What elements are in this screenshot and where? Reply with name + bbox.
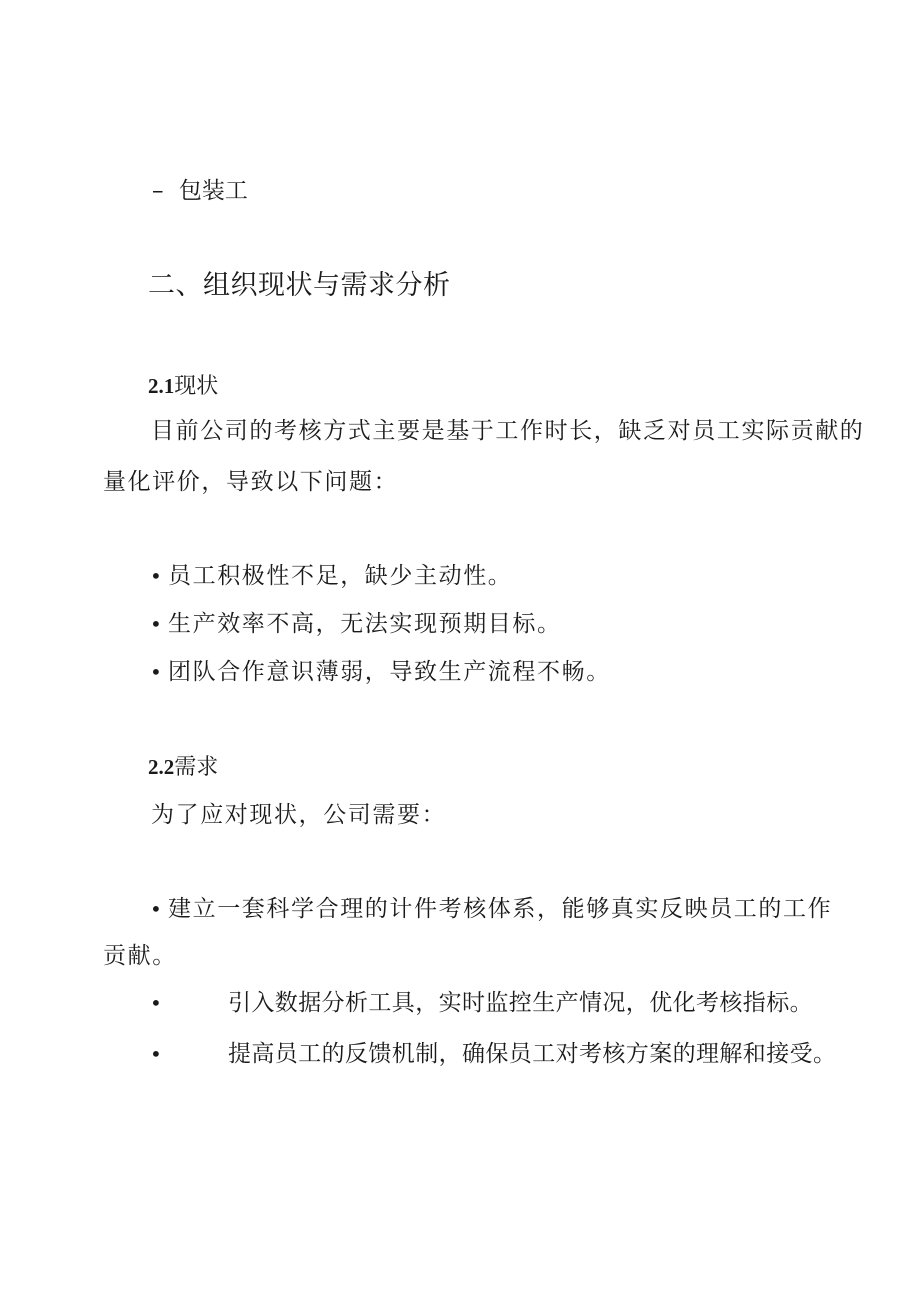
status-bullet-2 bbox=[150, 609, 562, 639]
bullet-icon: • bbox=[150, 564, 164, 588]
bullet-text: 团队合作意识薄弱，导致生产流程不畅。 bbox=[168, 659, 611, 685]
bullet-text: 提高员工的反馈机制，确保员工对考核方案的理解和接受。 bbox=[228, 1041, 837, 1067]
dash-marker: – bbox=[152, 178, 164, 204]
list-item-packer bbox=[152, 176, 248, 206]
bullet-icon: • bbox=[150, 1042, 164, 1066]
needs-intro: 为了应对现状，公司需要： bbox=[151, 802, 447, 828]
list-item-text: 包装工 bbox=[178, 178, 248, 204]
subsection-heading-needs bbox=[148, 752, 218, 783]
section-heading: 二、组织现状与需求分析 bbox=[148, 270, 451, 301]
bullet-text: 建立一套科学合理的计件考核体系，能够真实反映员工的工作 bbox=[168, 896, 833, 922]
subsection-heading-status bbox=[148, 371, 218, 402]
needs-bullet-1-line-2: 贡献。 bbox=[103, 943, 177, 969]
status-paragraph-line-1: 目前公司的考核方式主要是基于工作时长，缺乏对员工实际贡献的 bbox=[151, 418, 865, 444]
subsection-number: 2.2 bbox=[148, 755, 175, 779]
bullet-icon: • bbox=[150, 612, 164, 636]
bullet-icon: • bbox=[150, 660, 164, 684]
subsection-title: 需求 bbox=[174, 755, 219, 780]
status-paragraph-line-2: 量化评价，导致以下问题： bbox=[103, 469, 399, 495]
subsection-number: 2.1 bbox=[148, 374, 175, 398]
subsection-title: 现状 bbox=[174, 374, 219, 399]
bullet-text: 员工积极性不足，缺少主动性。 bbox=[168, 563, 513, 589]
needs-bullet-1-line-1 bbox=[150, 894, 832, 924]
status-bullet-3 bbox=[150, 657, 611, 687]
bullet-text: 生产效率不高，无法实现预期目标。 bbox=[168, 611, 562, 637]
bullet-text: 引入数据分析工具，实时监控生产情况，优化考核指标。 bbox=[228, 990, 813, 1016]
status-bullet-1 bbox=[150, 561, 512, 591]
needs-bullet-2 bbox=[150, 988, 813, 1018]
needs-bullet-3 bbox=[150, 1039, 836, 1069]
bullet-icon: • bbox=[150, 991, 164, 1015]
bullet-icon: • bbox=[150, 897, 164, 921]
